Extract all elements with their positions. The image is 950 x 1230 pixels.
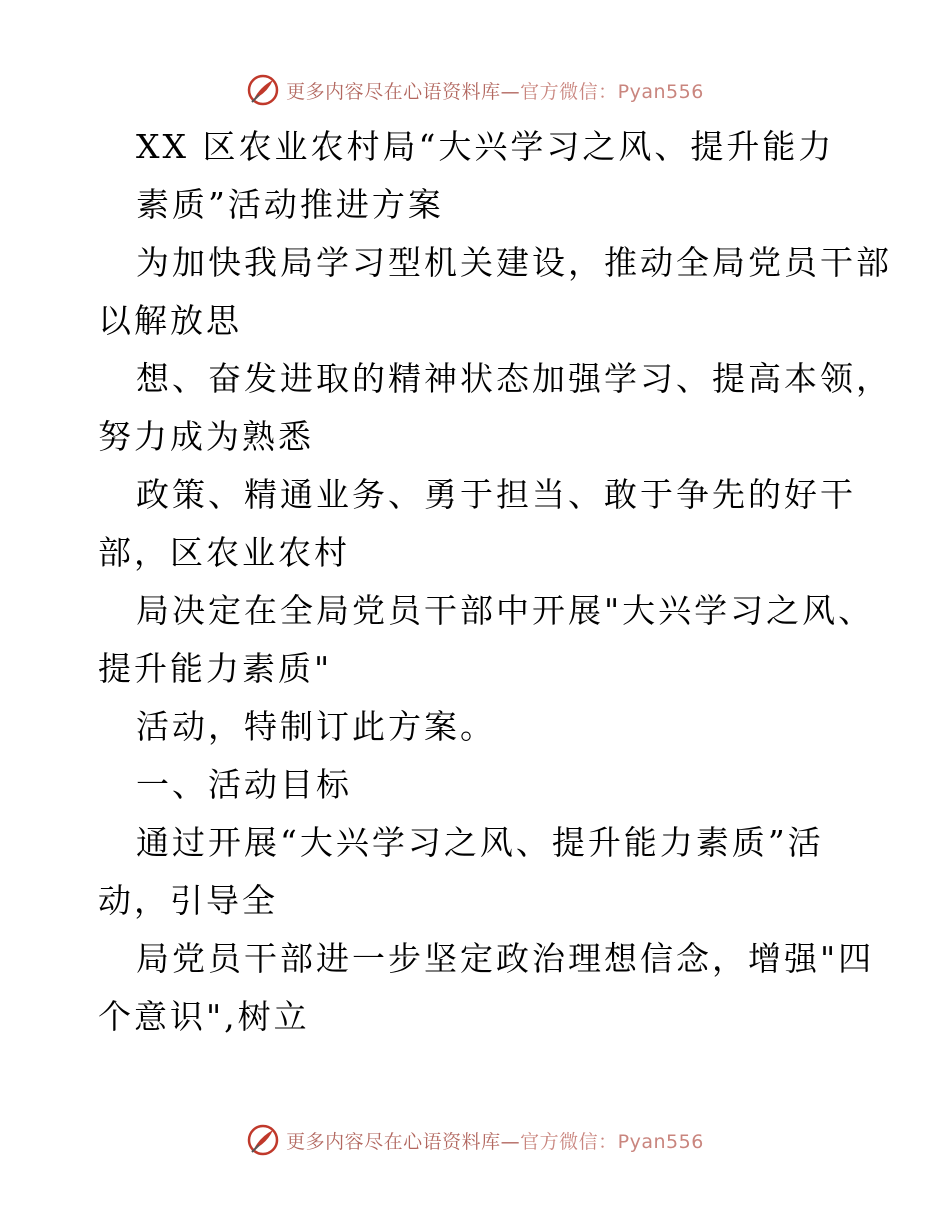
- header-banner: [0, 70, 950, 110]
- text-line: 想、奋发进取的精神状态加强学习、提高本领，: [136, 359, 892, 398]
- text-line: 素质”活动推进方案: [136, 185, 444, 224]
- document-body: [98, 118, 892, 1046]
- text-line: 以解放思: [98, 301, 242, 340]
- banner-slogan: 更多内容尽在心语资料库—: [286, 1130, 521, 1153]
- text-line: 提升能力素质": [98, 649, 333, 688]
- text-line: 一、活动目标: [136, 765, 352, 804]
- text-line: 部，区农业农村: [98, 533, 350, 572]
- quill-logo-icon: [246, 73, 280, 107]
- banner-wechat: 官方微信：Pyan556: [520, 1130, 704, 1153]
- text-line: XX 区农业农村局“大兴学习之风、提升能力: [136, 127, 835, 166]
- quill-logo-icon: [246, 1123, 280, 1157]
- text-line: 局党员干部进一步坚定政治理想信念，增强"四: [136, 939, 875, 978]
- footer-banner: [0, 1120, 950, 1160]
- banner-slogan: 更多内容尽在心语资料库—: [286, 80, 521, 103]
- text-line: 政策、精通业务、勇于担当、敢于争先的好干: [136, 475, 856, 514]
- text-line: 努力成为熟悉: [98, 417, 314, 456]
- text-line: 局决定在全局党员干部中开展"大兴学习之风、: [136, 591, 875, 630]
- banner-text: [286, 77, 704, 104]
- text-line: 活动，特制订此方案。: [136, 707, 496, 746]
- text-line: 通过开展“大兴学习之风、提升能力素质”活: [136, 823, 824, 862]
- banner-wechat: 官方微信：Pyan556: [520, 80, 704, 103]
- text-line: 个意识",树立: [98, 997, 310, 1036]
- text-line: 为加快我局学习型机关建设，推动全局党员干部: [136, 243, 892, 282]
- text-line: 动，引导全: [98, 881, 278, 920]
- banner-text: [286, 1127, 704, 1154]
